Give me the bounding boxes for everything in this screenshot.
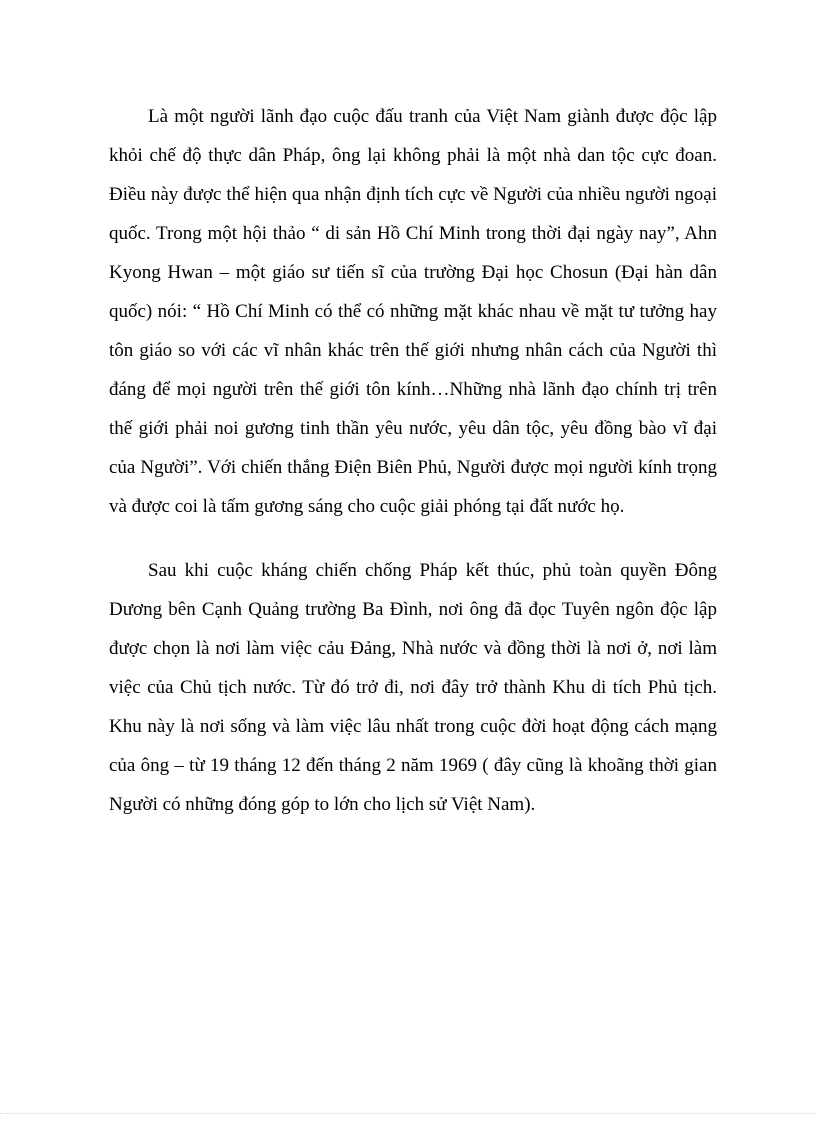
page-bottom-divider (0, 1113, 816, 1114)
paragraph-presidential-palace: Sau khi cuộc kháng chiến chống Pháp kết thúc, phủ toàn quyền Đông Dương bên Cạnh Quảng trường Ba Đình, nơi ông đã đọc Tuyên ngôn độc lập được chọn là nơi làm việc cảu Đảng, Nhà nước và đồng thời là nơi ở, nơi làm việc của Chủ tịch nước. Từ đó trở đi, nơi đây trở thành Khu di tích Phủ tịch. Khu này là nơi sống và làm việc lâu nhất trong cuộc đời hoạt động cách mạng của ông – từ 19 tháng 12 đến tháng 2 năm 1969 ( đây cũng là khoãng thời gian Người có những đóng góp to lớn cho lịch sử Việt Nam). (109, 560, 717, 815)
paragraph-ho-chi-minh-reputation: Là một người lãnh đạo cuộc đấu tranh của Việt Nam giành được độc lập khỏi chế độ thực dân Pháp, ông lại không phải là một nhà dan tộc cực đoan. Điều này được thể hiện qua nhận định tích cực về Người của nhiều người ngoại quốc. Trong một hội thảo “ di sản Hồ Chí Minh trong thời đại ngày nay”, Ahn Kyong Hwan – một giáo sư tiến sĩ của trường Đại học Chosun (Đại hàn dân quốc) nói: “ Hồ Chí Minh có thể có những mặt khác nhau về mặt tư tưởng hay tôn giáo so với các vĩ nhân khác trên thế giới nhưng nhân cách của Người thì đáng để mọi người trên thế giới tôn kính…Những nhà lãnh đạo chính trị trên thế giới phải noi gương tinh thần yêu nước, yêu dân tộc, yêu đồng bào vĩ đại của Người”. Với chiến thắng Điện Biên Phủ, Người được mọi người kính trọng và được coi là tấm gương sáng cho cuộc giải phóng tại đất nước họ. (109, 106, 717, 517)
document-body (109, 97, 717, 824)
